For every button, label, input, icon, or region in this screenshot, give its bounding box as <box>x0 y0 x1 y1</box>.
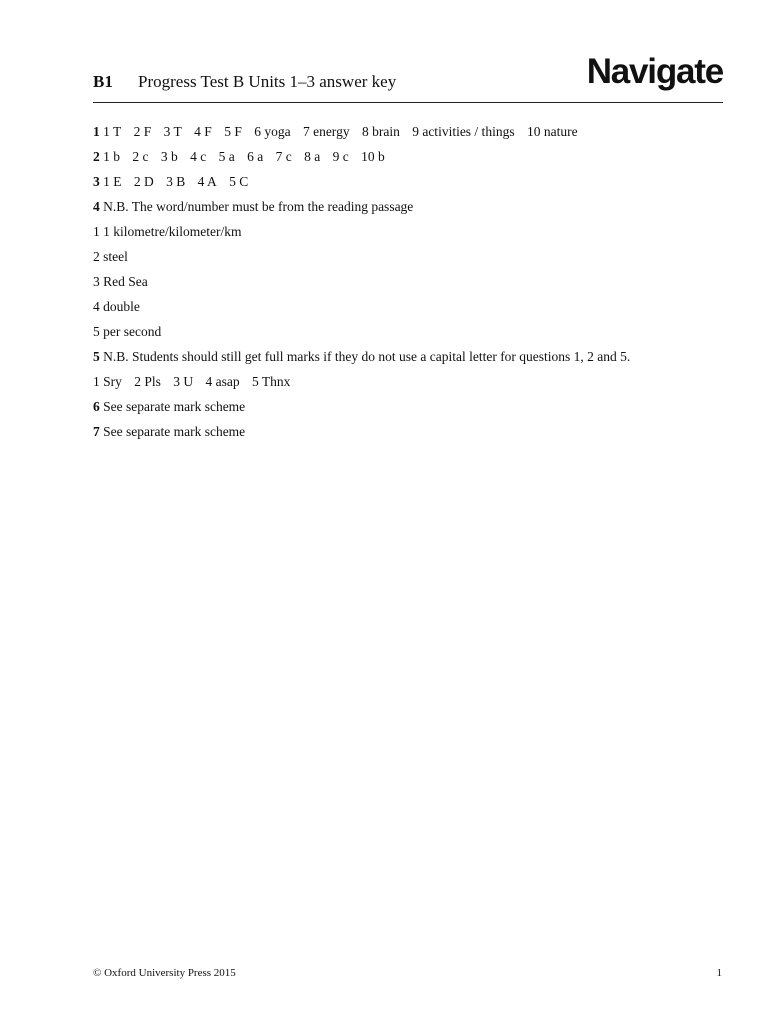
answer-item: 10 nature <box>526 124 578 139</box>
answer-item: 6 a <box>247 149 264 164</box>
answer-item: 3 T <box>163 124 182 139</box>
answer-item: 1 T <box>103 124 122 139</box>
answer-item: 6 yoga <box>254 124 291 139</box>
answer-q7 <box>93 422 723 447</box>
answer-item: 2 F <box>133 124 152 139</box>
question-number: 7 <box>93 424 100 439</box>
answer-q5-note <box>93 347 723 372</box>
question-number: 6 <box>93 399 100 414</box>
answer-item: 1 b <box>103 149 120 164</box>
answer-key <box>93 122 723 447</box>
answer-item: 3 b <box>160 149 178 164</box>
answer-item: 4 A <box>197 174 217 189</box>
answer-note: N.B. The word/number must be from the reading passage <box>103 199 414 214</box>
answer-item: 5 Thnx <box>252 374 291 389</box>
answer-item: 2 c <box>132 149 149 164</box>
page-title: Progress Test B Units 1–3 answer key <box>138 72 397 91</box>
answer-note: N.B. Students should still get full marks if they do not use a capital letter for questions 1, 2 and 5. <box>103 349 631 364</box>
answer-q3 <box>93 172 723 197</box>
question-number: 4 <box>93 199 100 214</box>
answer-q6 <box>93 397 723 422</box>
answer-item: 5 F <box>224 124 242 139</box>
answer-q5-items <box>93 372 723 397</box>
answer-item: 1 Sry <box>93 374 122 389</box>
answer-item: 1 E <box>103 174 122 189</box>
page-number: 1 <box>716 967 722 979</box>
answer-q2 <box>93 147 723 172</box>
answer-q1 <box>93 122 723 147</box>
answer-item: 3 B <box>166 174 186 189</box>
answer-item: 4 asap <box>205 374 240 389</box>
answer-item: 10 b <box>361 149 385 164</box>
brand-logo: Navigate <box>586 52 723 91</box>
answer-item: 5 a <box>218 149 235 164</box>
question-number: 2 <box>93 149 100 164</box>
answer-line: 1 1 kilometre/kilometer/km <box>93 224 242 239</box>
answer-line: 2 steel <box>93 249 128 264</box>
answer-line: 4 double <box>93 299 140 314</box>
answer-item: 3 U <box>173 374 194 389</box>
answer-text: See separate mark scheme <box>103 399 246 414</box>
answer-item: 7 c <box>275 149 292 164</box>
answer-item: 8 a <box>304 149 321 164</box>
page-header <box>93 52 723 103</box>
answer-item: 5 C <box>229 174 249 189</box>
answer-line: 5 per second <box>93 324 162 339</box>
answer-text: See separate mark scheme <box>103 424 246 439</box>
copyright-footer: © Oxford University Press 2015 <box>93 967 236 979</box>
answer-item: 9 activities / things <box>412 124 515 139</box>
answer-item: 2 D <box>133 174 154 189</box>
answer-line: 3 Red Sea <box>93 274 148 289</box>
answer-item: 7 energy <box>302 124 350 139</box>
question-number: 3 <box>93 174 100 189</box>
level-label: B1 <box>93 72 113 91</box>
answer-item: 9 c <box>332 149 349 164</box>
question-number: 1 <box>93 124 100 139</box>
question-number: 5 <box>93 349 100 364</box>
answer-item: 4 c <box>190 149 207 164</box>
answer-q4-note <box>93 197 723 222</box>
answer-item: 2 Pls <box>134 374 161 389</box>
answer-item: 8 brain <box>361 124 400 139</box>
answer-item: 4 F <box>194 124 212 139</box>
